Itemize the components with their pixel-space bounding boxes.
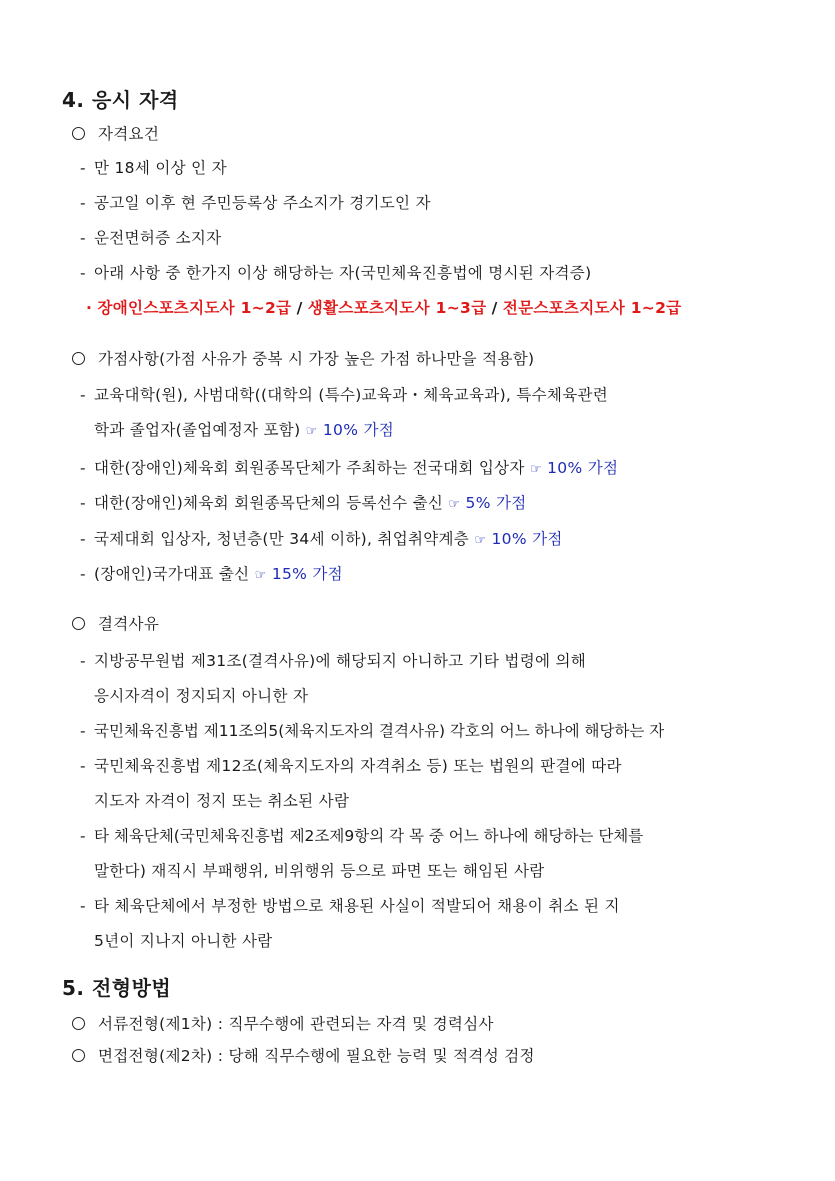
circle-bullet-icon (72, 127, 85, 140)
requirement-text: 아래 사항 중 한가지 이상 해당하는 자(국민체육진흥법에 명시된 자격증) (94, 264, 592, 282)
dash-bullet: - (80, 159, 86, 177)
requirements-heading (72, 122, 159, 144)
section-4-title: 4. 응시 자격 (62, 88, 179, 112)
bonus-text: 대한(장애인)체육회 회원종목단체가 주최하는 전국대회 입상자 (94, 459, 525, 477)
disq-item (80, 754, 622, 776)
bonus-item-cont (94, 418, 394, 440)
requirement-text: 공고일 이후 현 주민등록상 주소지가 경기도인 자 (94, 194, 431, 212)
dash-bullet: - (80, 652, 86, 670)
dash-bullet: - (80, 530, 86, 548)
disq-text: 국민체육진흥법 제11조의5(체육지도자의 결격사유) 각호의 어느 하나에 해당하는 자 (94, 722, 665, 740)
dash-bullet: - (80, 757, 86, 775)
disqualification-heading-text: 결격사유 (98, 615, 160, 633)
disq-text: 타 체육단체(국민체육진흥법 제2조제9항의 각 목 중 어느 하나에 해당하는 단체를 (94, 827, 644, 845)
pointing-hand-icon: ☞ (474, 533, 487, 548)
disq-item-cont (94, 859, 545, 881)
bonus-text: 국제대회 입상자, 청년층(만 34세 이하), 취업취약계층 (94, 530, 470, 548)
dash-bullet: - (80, 264, 86, 282)
disq-text: 지방공무원법 제31조(결격사유)에 해당되지 아니하고 기타 법령에 의해 (94, 652, 587, 670)
requirement-item (80, 191, 431, 213)
dash-bullet: - (80, 494, 86, 512)
disq-text: 5년이 지나지 아니한 사람 (94, 932, 273, 950)
disq-text: 응시자격이 정지되지 아니한 자 (94, 687, 309, 705)
bonus-text: 대한(장애인)체육회 회원종목단체의 등록선수 출신 (94, 494, 444, 512)
disq-item-cont (94, 789, 349, 811)
dash-bullet: - (80, 565, 86, 583)
dash-bullet: - (80, 229, 86, 247)
bonus-item (80, 383, 608, 405)
disq-item (80, 649, 586, 671)
bonus-item (80, 491, 527, 513)
selection-item (72, 1044, 535, 1066)
disq-item-cont (94, 929, 273, 951)
pointing-hand-icon: ☞ (448, 497, 461, 512)
selection-text: 서류전형(제1차) : 직무수행에 관련되는 자격 및 경력심사 (98, 1015, 494, 1033)
dash-bullet: - (80, 194, 86, 212)
cert-life-sports: 생활스포츠지도사 1~3급 (307, 299, 487, 317)
bonus-item (80, 456, 618, 478)
pointing-hand-icon: ☞ (305, 424, 318, 439)
disq-text: 국민체육진흥법 제12조(체육지도자의 자격취소 등) 또는 법원의 판결에 따라 (94, 757, 622, 775)
disq-item (80, 719, 664, 741)
circle-bullet-icon (72, 1049, 85, 1062)
bonus-text: 학과 졸업자(졸업예정자 포함) (94, 421, 301, 439)
dash-bullet: - (80, 459, 86, 477)
disq-item (80, 894, 620, 916)
requirement-text: 만 18세 이상 인 자 (94, 159, 227, 177)
section-5-title: 5. 전형방법 (62, 976, 172, 1000)
dash-bullet: - (80, 827, 86, 845)
bonus-points: 5% 가점 (465, 494, 527, 512)
disqualification-heading (72, 612, 159, 634)
circle-bullet-icon (72, 352, 85, 365)
dash-bullet: - (80, 386, 86, 404)
disq-text: 지도자 자격이 정지 또는 취소된 사람 (94, 792, 350, 810)
bonus-item (80, 527, 563, 549)
disq-text: 말한다) 재직시 부패행위, 비위행위 등으로 파면 또는 해임된 사람 (94, 862, 545, 880)
dash-bullet: - (80, 897, 86, 915)
requirement-item (80, 261, 591, 283)
bonus-points: 15% 가점 (271, 565, 343, 583)
bonus-text: 교육대학(원), 사범대학((대학의 (특수)교육과・체육교육과), 특수체육관련 (94, 386, 609, 404)
bonus-points: 10% 가점 (547, 459, 619, 477)
circle-bullet-icon (72, 1017, 85, 1030)
dash-bullet: - (80, 722, 86, 740)
requirement-item (80, 226, 221, 248)
cert-separator: / (296, 299, 303, 317)
disq-item-cont (94, 684, 308, 706)
selection-item (72, 1012, 494, 1034)
bonus-item (80, 562, 343, 584)
bonus-heading-text: 가점사항(가점 사유가 중복 시 가장 높은 가점 하나만을 적용함) (98, 350, 535, 368)
cert-disabled-sports: 장애인스포츠지도사 1~2급 (97, 299, 292, 317)
requirement-text: 운전면허증 소지자 (94, 229, 222, 247)
pointing-hand-icon: ☞ (254, 568, 267, 583)
cert-pro-sports: 전문스포츠지도사 1~2급 (502, 299, 682, 317)
bonus-heading (72, 347, 534, 369)
disq-item (80, 824, 643, 846)
certificate-list (86, 296, 681, 318)
pointing-hand-icon: ☞ (529, 462, 542, 477)
bonus-points: 10% 가점 (491, 530, 563, 548)
disq-text: 타 체육단체에서 부정한 방법으로 채용된 사실이 적발되어 채용이 취소 된 지 (94, 897, 620, 915)
bonus-text: (장애인)국가대표 출신 (94, 565, 250, 583)
cert-separator: / (491, 299, 498, 317)
circle-bullet-icon (72, 617, 85, 630)
selection-text: 면접전형(제2차) : 당해 직무수행에 필요한 능력 및 적격성 검정 (98, 1047, 535, 1065)
bonus-points: 10% 가점 (322, 421, 394, 439)
requirement-item (80, 156, 227, 178)
requirements-heading-text: 자격요건 (98, 125, 160, 143)
cert-bullet: · (86, 299, 93, 317)
